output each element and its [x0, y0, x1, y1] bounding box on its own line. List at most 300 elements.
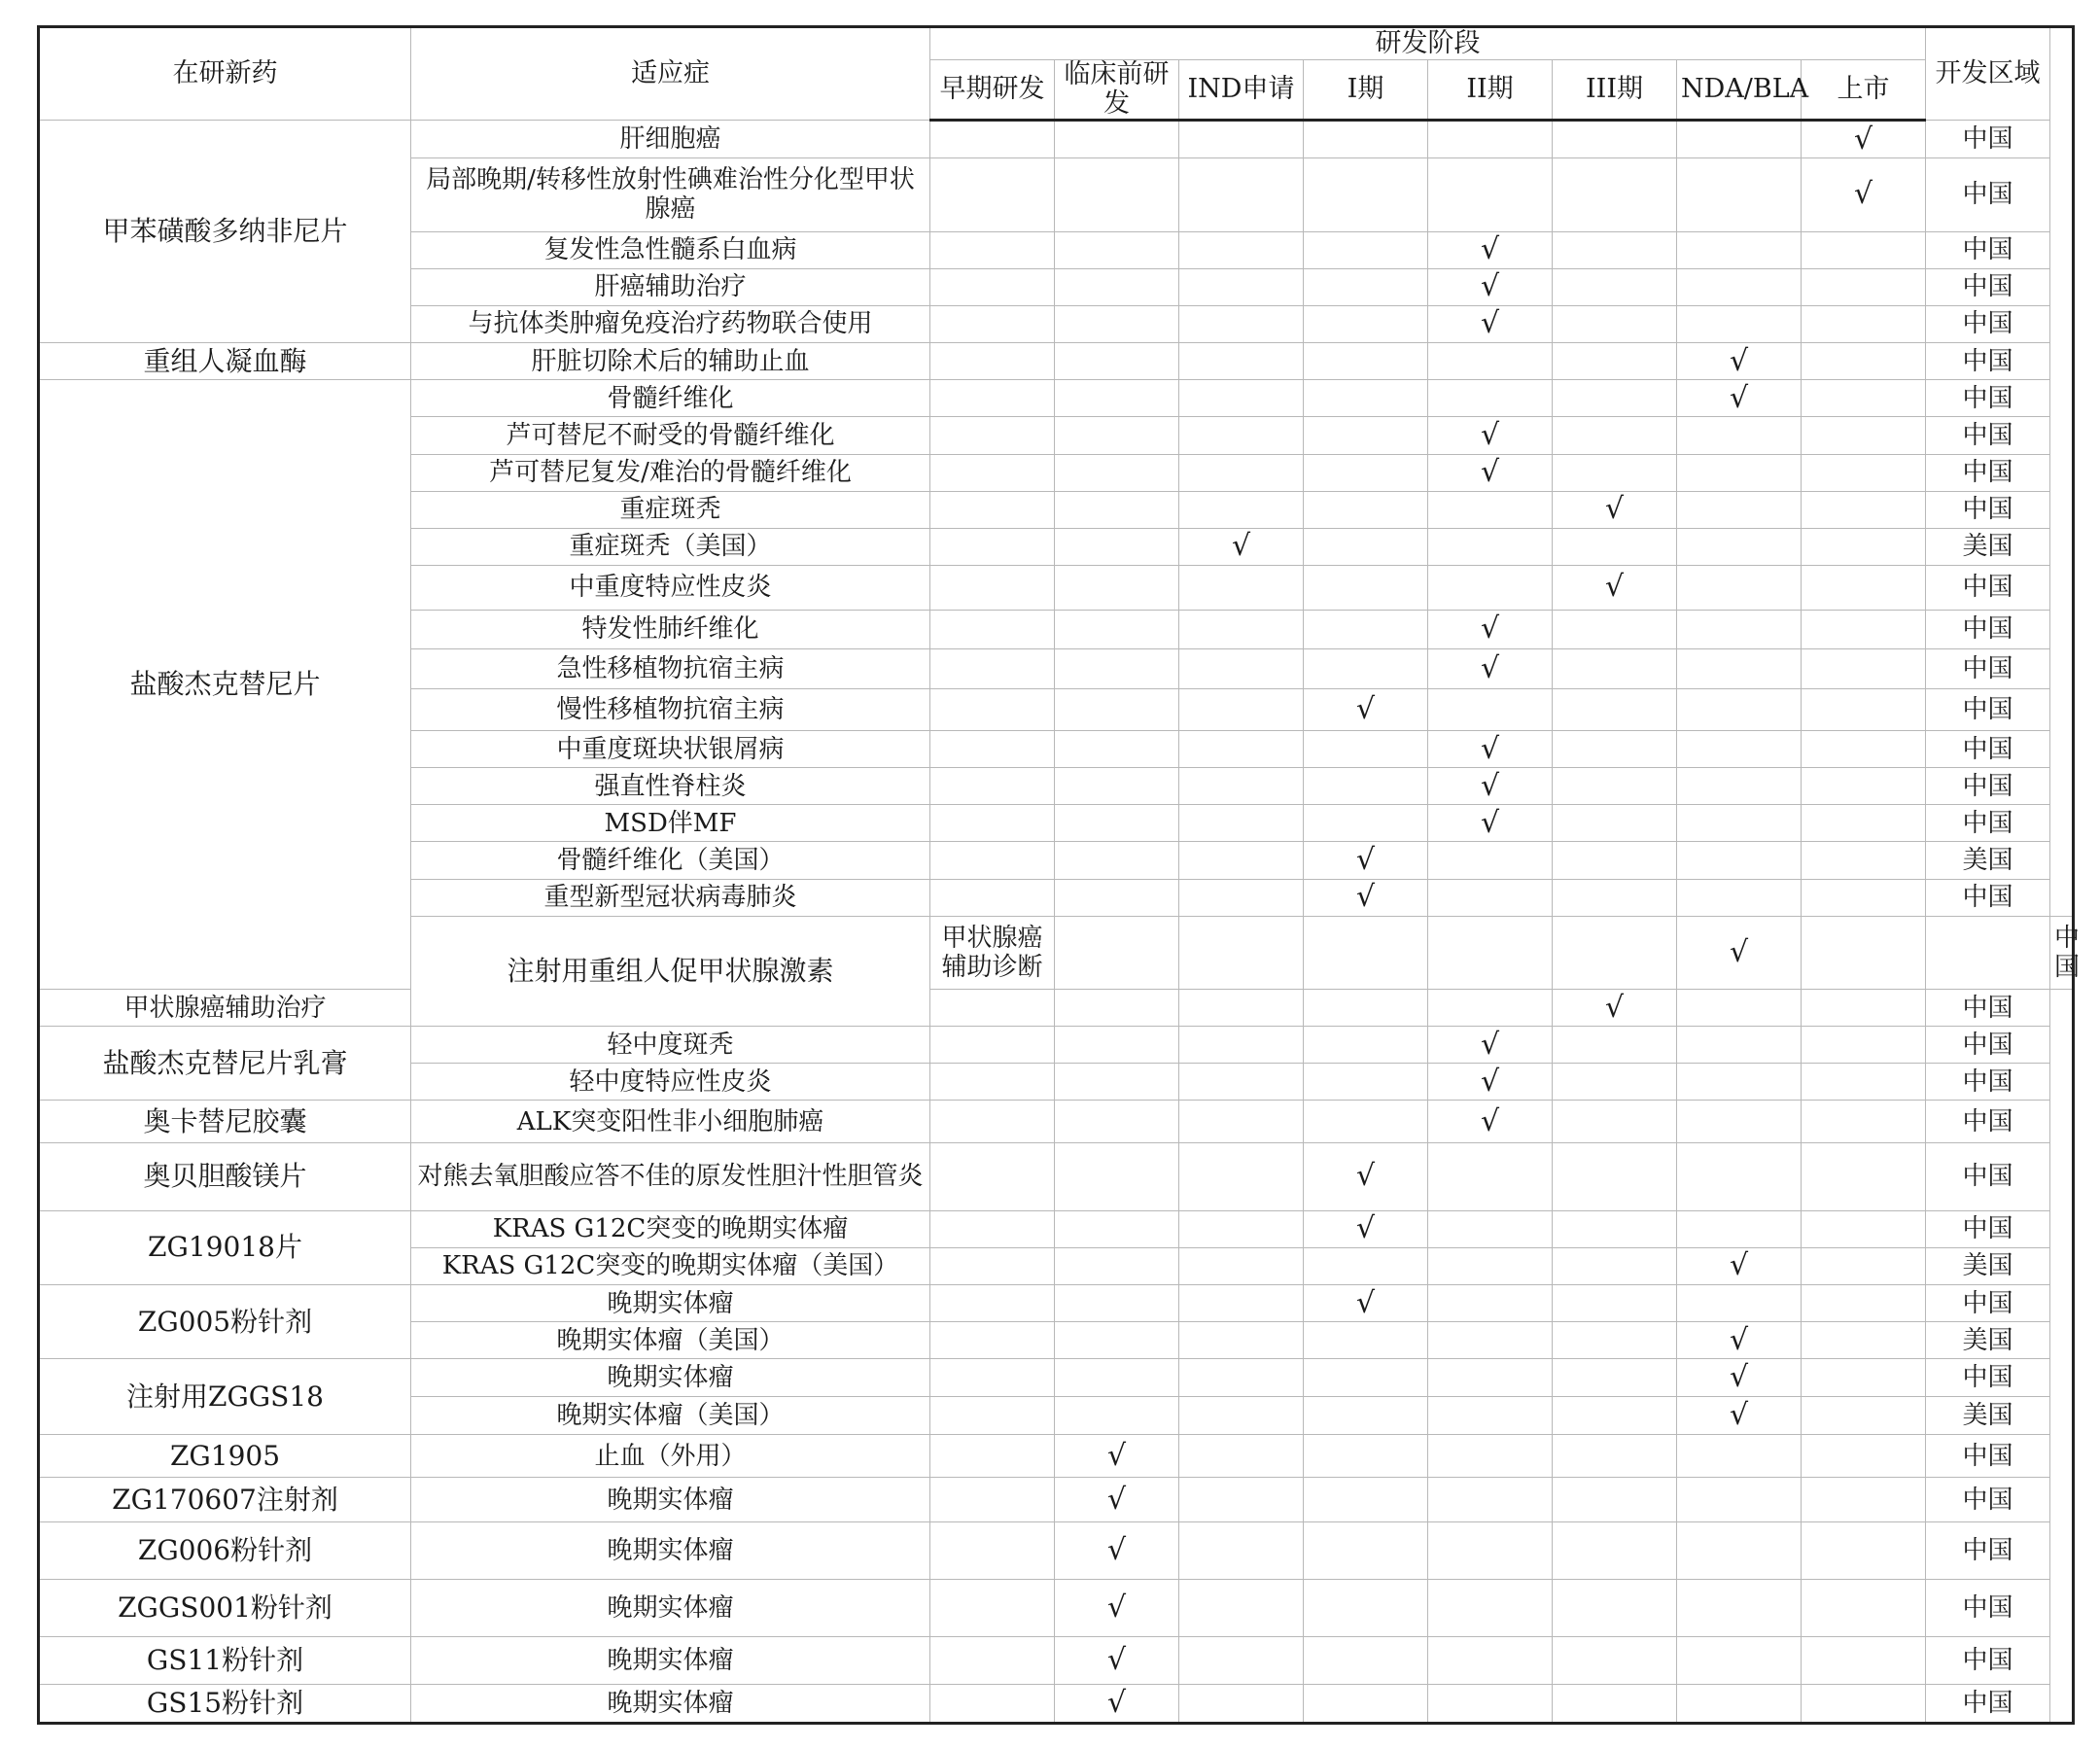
stage-cell	[1802, 1322, 1926, 1359]
region-cell: 中国	[2050, 916, 2074, 989]
stage-cell	[1926, 916, 2050, 989]
stage-check-mark: √	[1304, 1285, 1428, 1322]
stage-cell	[1802, 842, 1926, 879]
stage-cell	[1179, 842, 1304, 879]
stage-cell	[930, 1285, 1055, 1322]
stage-cell	[930, 1396, 1055, 1434]
stage-cell	[1055, 916, 1179, 989]
stage-cell	[1304, 1322, 1428, 1359]
stage-check-mark: √	[1677, 916, 1802, 989]
drug-name-cell: ZG1905	[39, 1435, 411, 1478]
header-stage: 早期研发	[930, 60, 1055, 121]
table-row	[39, 1685, 2074, 1724]
indication-cell: MSD伴MF	[411, 805, 930, 842]
stage-cell	[1304, 768, 1428, 805]
stage-cell	[1304, 1359, 1428, 1396]
stage-cell	[1553, 417, 1677, 454]
region-cell: 中国	[1926, 1435, 2050, 1478]
stage-cell	[930, 158, 1055, 231]
stage-check-mark: √	[1428, 268, 1553, 305]
stage-cell	[1055, 417, 1179, 454]
stage-check-mark: √	[1677, 380, 1802, 417]
stage-cell	[1802, 231, 1926, 268]
stage-cell	[1553, 649, 1677, 689]
stage-cell	[1428, 566, 1553, 611]
stage-cell	[1802, 989, 1926, 1026]
stage-cell	[930, 1521, 1055, 1579]
stage-cell	[1179, 1637, 1304, 1685]
stage-check-mark: √	[1304, 1142, 1428, 1210]
stage-cell	[1179, 491, 1304, 528]
stage-cell	[930, 1685, 1055, 1724]
stage-cell	[930, 380, 1055, 417]
stage-cell	[1304, 491, 1428, 528]
stage-cell	[1055, 121, 1179, 158]
stage-check-mark: √	[1055, 1478, 1179, 1522]
stage-cell	[1179, 1142, 1304, 1210]
stage-cell	[1179, 1064, 1304, 1101]
stage-cell	[1304, 916, 1428, 989]
stage-check-mark: √	[1055, 1637, 1179, 1685]
indication-cell: 特发性肺纤维化	[411, 610, 930, 649]
stage-cell	[1677, 158, 1802, 231]
stage-check-mark: √	[1677, 1247, 1802, 1284]
table-row	[39, 1210, 2074, 1247]
stage-cell	[1304, 1435, 1428, 1478]
stage-cell	[930, 1101, 1055, 1142]
stage-cell	[1553, 343, 1677, 380]
stage-cell	[930, 688, 1055, 730]
indication-cell: 芦可替尼不耐受的骨髓纤维化	[411, 417, 930, 454]
stage-cell	[930, 730, 1055, 767]
table-row	[39, 1359, 2074, 1396]
stage-check-mark: √	[1055, 1435, 1179, 1478]
stage-check-mark: √	[1802, 121, 1926, 158]
stage-cell	[1428, 1521, 1553, 1579]
region-cell: 中国	[1926, 566, 2050, 611]
stage-cell	[1055, 649, 1179, 689]
stage-cell	[1553, 1359, 1677, 1396]
stage-cell	[1677, 730, 1802, 767]
region-cell: 中国	[1926, 417, 2050, 454]
stage-cell	[1304, 649, 1428, 689]
region-cell: 中国	[1926, 1521, 2050, 1579]
stage-cell	[1179, 916, 1304, 989]
stage-cell	[1304, 1685, 1428, 1724]
region-cell: 中国	[1926, 1685, 2050, 1724]
stage-check-mark: √	[1428, 1064, 1553, 1101]
stage-cell	[1677, 842, 1802, 879]
stage-cell	[1055, 1101, 1179, 1142]
stage-cell	[1428, 158, 1553, 231]
pipeline-table-container	[37, 25, 2081, 1725]
stage-cell	[1428, 989, 1553, 1026]
drug-name-cell: 盐酸杰克替尼片乳膏	[39, 1027, 411, 1101]
stage-check-mark: √	[1428, 730, 1553, 767]
stage-cell	[1677, 805, 1802, 842]
stage-cell	[1304, 528, 1428, 565]
stage-cell	[1677, 491, 1802, 528]
stage-check-mark: √	[1428, 768, 1553, 805]
header-stage: 上市	[1802, 60, 1926, 121]
drug-name-cell: ZG19018片	[39, 1210, 411, 1284]
stage-cell	[1179, 768, 1304, 805]
stage-cell	[1179, 1521, 1304, 1579]
stage-cell	[930, 1478, 1055, 1522]
drug-name-cell: 甲苯磺酸多纳非尼片	[39, 121, 411, 343]
stage-cell	[1802, 649, 1926, 689]
stage-cell	[930, 1142, 1055, 1210]
region-cell: 中国	[1926, 768, 2050, 805]
stage-check-mark: √	[1553, 989, 1677, 1026]
stage-cell	[1428, 1142, 1553, 1210]
stage-cell	[1179, 1210, 1304, 1247]
stage-cell	[1055, 768, 1179, 805]
stage-cell	[1179, 454, 1304, 491]
table-row	[39, 121, 2074, 158]
stage-cell	[1677, 768, 1802, 805]
stage-cell	[1677, 879, 1802, 916]
drug-name-cell: 注射用重组人促甲状腺激素	[411, 916, 930, 1026]
stage-cell	[930, 528, 1055, 565]
stage-cell	[1304, 1064, 1428, 1101]
drug-name-cell: 盐酸杰克替尼片	[39, 380, 411, 990]
region-cell: 中国	[1926, 805, 2050, 842]
indication-cell: 晚期实体瘤（美国）	[411, 1322, 930, 1359]
region-cell: 中国	[1926, 380, 2050, 417]
stage-check-mark: √	[1428, 610, 1553, 649]
stage-cell	[1428, 1359, 1553, 1396]
region-cell: 中国	[1926, 1142, 2050, 1210]
stage-cell	[1802, 1580, 1926, 1637]
stage-cell	[930, 268, 1055, 305]
stage-cell	[1055, 491, 1179, 528]
region-cell: 中国	[1926, 1064, 2050, 1101]
region-cell: 中国	[1926, 688, 2050, 730]
stage-cell	[1553, 1478, 1677, 1522]
indication-cell: 肝细胞癌	[411, 121, 930, 158]
stage-cell	[1553, 1101, 1677, 1142]
stage-check-mark: √	[1428, 231, 1553, 268]
indication-cell: 骨髓纤维化	[411, 380, 930, 417]
indication-cell: KRAS G12C突变的晚期实体瘤（美国）	[411, 1247, 930, 1284]
stage-check-mark: √	[1428, 649, 1553, 689]
stage-cell	[1304, 1637, 1428, 1685]
stage-cell	[1802, 1435, 1926, 1478]
stage-cell	[1553, 805, 1677, 842]
stage-cell	[1428, 842, 1553, 879]
indication-cell: 肝癌辅助治疗	[411, 268, 930, 305]
stage-cell	[1304, 805, 1428, 842]
table-row	[39, 1580, 2074, 1637]
stage-cell	[1304, 1580, 1428, 1637]
indication-cell: 复发性急性髓系白血病	[411, 231, 930, 268]
stage-cell	[1055, 842, 1179, 879]
stage-cell	[1802, 1359, 1926, 1396]
indication-cell: KRAS G12C突变的晚期实体瘤	[411, 1210, 930, 1247]
stage-cell	[1179, 730, 1304, 767]
stage-cell	[1428, 121, 1553, 158]
region-cell: 中国	[1926, 121, 2050, 158]
stage-check-mark: √	[1304, 1210, 1428, 1247]
region-cell: 中国	[1926, 989, 2050, 1026]
stage-check-mark: √	[1677, 343, 1802, 380]
drug-name-cell: ZG005粉针剂	[39, 1285, 411, 1359]
stage-cell	[1179, 1027, 1304, 1064]
stage-cell	[1553, 1580, 1677, 1637]
indication-cell: 慢性移植物抗宿主病	[411, 688, 930, 730]
stage-cell	[1055, 454, 1179, 491]
stage-check-mark: √	[1304, 842, 1428, 879]
stage-cell	[1677, 1101, 1802, 1142]
stage-cell	[1304, 380, 1428, 417]
stage-cell	[1428, 491, 1553, 528]
indication-cell: 重症斑秃	[411, 491, 930, 528]
region-cell: 中国	[1926, 730, 2050, 767]
stage-cell	[930, 1435, 1055, 1478]
stage-cell	[1179, 1580, 1304, 1637]
stage-cell	[1553, 1247, 1677, 1284]
stage-cell	[1179, 417, 1304, 454]
region-cell: 中国	[1926, 879, 2050, 916]
stage-check-mark: √	[1677, 1359, 1802, 1396]
region-cell: 美国	[1926, 1396, 2050, 1434]
stage-cell	[1677, 1580, 1802, 1637]
stage-cell	[1304, 158, 1428, 231]
stage-cell	[1304, 1101, 1428, 1142]
stage-cell	[1179, 649, 1304, 689]
stage-cell	[1055, 879, 1179, 916]
indication-cell: 晚期实体瘤（美国）	[411, 1396, 930, 1434]
stage-cell	[1553, 1685, 1677, 1724]
region-cell: 中国	[1926, 158, 2050, 231]
stage-cell	[1802, 879, 1926, 916]
stage-cell	[1553, 1285, 1677, 1322]
stage-cell	[1304, 454, 1428, 491]
stage-cell	[1055, 730, 1179, 767]
stage-cell	[1179, 1247, 1304, 1284]
stage-check-mark: √	[1553, 491, 1677, 528]
drug-name-cell: 奥贝胆酸镁片	[39, 1142, 411, 1210]
stage-cell	[1055, 989, 1179, 1026]
stage-cell	[1677, 566, 1802, 611]
header-drug: 在研新药	[39, 27, 411, 121]
stage-cell	[930, 417, 1055, 454]
region-cell: 中国	[1926, 343, 2050, 380]
region-cell: 美国	[1926, 842, 2050, 879]
table-row	[39, 343, 2074, 380]
stage-cell	[1055, 566, 1179, 611]
stage-check-mark: √	[1428, 305, 1553, 342]
region-cell: 中国	[1926, 454, 2050, 491]
region-cell: 美国	[1926, 1322, 2050, 1359]
stage-cell	[1677, 989, 1802, 1026]
stage-check-mark: √	[1428, 417, 1553, 454]
stage-cell	[1428, 528, 1553, 565]
drug-name-cell: 注射用ZGGS18	[39, 1359, 411, 1435]
table-row	[39, 1521, 2074, 1579]
stage-cell	[1428, 688, 1553, 730]
stage-cell	[1428, 879, 1553, 916]
stage-cell	[1677, 1285, 1802, 1322]
table-row	[39, 1142, 2074, 1210]
indication-cell: 晚期实体瘤	[411, 1285, 930, 1322]
header-stage-group: 研发阶段	[930, 27, 1926, 60]
table-row	[39, 1101, 2074, 1142]
stage-cell	[1553, 916, 1677, 989]
drug-name-cell: ZG170607注射剂	[39, 1478, 411, 1522]
stage-cell	[930, 566, 1055, 611]
stage-check-mark: √	[1304, 688, 1428, 730]
stage-cell	[1304, 610, 1428, 649]
stage-cell	[1677, 121, 1802, 158]
stage-cell	[1304, 268, 1428, 305]
stage-cell	[1677, 1142, 1802, 1210]
stage-cell	[1055, 1210, 1179, 1247]
drug-name-cell: 奥卡替尼胶囊	[39, 1101, 411, 1142]
stage-cell	[1304, 417, 1428, 454]
stage-cell	[930, 121, 1055, 158]
stage-cell	[1304, 989, 1428, 1026]
stage-cell	[1677, 688, 1802, 730]
stage-cell	[1304, 1478, 1428, 1522]
header-stage: IND申请	[1179, 60, 1304, 121]
region-cell: 中国	[1926, 1027, 2050, 1064]
stage-cell	[1179, 1435, 1304, 1478]
stage-cell	[1802, 268, 1926, 305]
indication-cell: 重症斑秃（美国）	[411, 528, 930, 565]
indication-cell: 局部晚期/转移性放射性碘难治性分化型甲状腺癌	[411, 158, 930, 231]
indication-cell: 轻中度特应性皮炎	[411, 1064, 930, 1101]
stage-cell	[1802, 343, 1926, 380]
indication-cell: 止血（外用）	[411, 1435, 930, 1478]
table-row	[39, 989, 2074, 1026]
stage-cell	[1553, 688, 1677, 730]
stage-cell	[1304, 343, 1428, 380]
stage-cell	[1802, 305, 1926, 342]
stage-cell	[1553, 1637, 1677, 1685]
header-indication: 适应症	[411, 27, 930, 121]
stage-cell	[1677, 1064, 1802, 1101]
region-cell: 中国	[1926, 1580, 2050, 1637]
stage-cell	[1553, 454, 1677, 491]
stage-cell	[930, 343, 1055, 380]
stage-cell	[1179, 566, 1304, 611]
indication-cell: 晚期实体瘤	[411, 1637, 930, 1685]
indication-cell: 晚期实体瘤	[411, 1580, 930, 1637]
stage-cell	[930, 1359, 1055, 1396]
stage-cell	[930, 454, 1055, 491]
indication-cell: 骨髓纤维化（美国）	[411, 842, 930, 879]
stage-cell	[1179, 1285, 1304, 1322]
stage-check-mark: √	[1802, 158, 1926, 231]
stage-check-mark: √	[1304, 879, 1428, 916]
table-header	[39, 27, 2074, 121]
stage-cell	[1553, 380, 1677, 417]
stage-cell	[1055, 1396, 1179, 1434]
stage-cell	[1553, 268, 1677, 305]
stage-cell	[930, 842, 1055, 879]
stage-cell	[1055, 805, 1179, 842]
stage-cell	[1802, 566, 1926, 611]
stage-cell	[1677, 1521, 1802, 1579]
stage-cell	[1055, 688, 1179, 730]
stage-cell	[1802, 1247, 1926, 1284]
stage-cell	[1802, 768, 1926, 805]
stage-cell	[930, 305, 1055, 342]
stage-cell	[1428, 343, 1553, 380]
stage-cell	[1179, 1478, 1304, 1522]
stage-cell	[1677, 305, 1802, 342]
stage-check-mark: √	[1179, 528, 1304, 565]
drug-name-cell: GS15粉针剂	[39, 1685, 411, 1724]
table-row	[39, 1285, 2074, 1322]
region-cell: 中国	[1926, 1285, 2050, 1322]
stage-cell	[1428, 1247, 1553, 1284]
stage-cell	[1179, 805, 1304, 842]
stage-cell	[1553, 1396, 1677, 1434]
stage-cell	[1553, 768, 1677, 805]
drug-name-cell: GS11粉针剂	[39, 1637, 411, 1685]
stage-cell	[1802, 1210, 1926, 1247]
stage-cell	[1179, 610, 1304, 649]
region-cell: 中国	[1926, 610, 2050, 649]
stage-cell	[1802, 1521, 1926, 1579]
stage-cell	[1802, 688, 1926, 730]
indication-cell: 甲状腺癌辅助治疗	[39, 989, 411, 1026]
stage-cell	[930, 1580, 1055, 1637]
stage-cell	[1677, 417, 1802, 454]
stage-cell	[1553, 879, 1677, 916]
stage-cell	[930, 1322, 1055, 1359]
stage-cell	[1677, 1435, 1802, 1478]
stage-cell	[1304, 121, 1428, 158]
stage-cell	[1677, 1478, 1802, 1522]
drug-name-cell: 重组人凝血酶	[39, 343, 411, 380]
stage-cell	[1802, 1027, 1926, 1064]
stage-cell	[930, 1210, 1055, 1247]
stage-cell	[1179, 380, 1304, 417]
stage-cell	[1677, 610, 1802, 649]
indication-cell: 甲状腺癌辅助诊断	[930, 916, 1055, 989]
stage-cell	[1179, 1322, 1304, 1359]
stage-cell	[1055, 268, 1179, 305]
stage-cell	[930, 231, 1055, 268]
stage-cell	[1055, 1247, 1179, 1284]
pipeline-table	[37, 25, 2081, 1725]
header-stage: I期	[1304, 60, 1428, 121]
stage-cell	[1428, 1322, 1553, 1359]
stage-cell	[1055, 158, 1179, 231]
region-cell: 美国	[1926, 1247, 2050, 1284]
stage-cell	[1802, 1285, 1926, 1322]
stage-cell	[1553, 305, 1677, 342]
drug-name-cell: ZGGS001粉针剂	[39, 1580, 411, 1637]
stage-cell	[1677, 268, 1802, 305]
stage-cell	[1802, 1142, 1926, 1210]
stage-check-mark: √	[1428, 805, 1553, 842]
stage-cell	[1428, 916, 1553, 989]
stage-cell	[1179, 231, 1304, 268]
stage-cell	[1553, 121, 1677, 158]
indication-cell: 中重度斑块状银屑病	[411, 730, 930, 767]
stage-cell	[1055, 1027, 1179, 1064]
stage-cell	[1179, 1101, 1304, 1142]
stage-cell	[1179, 343, 1304, 380]
stage-cell	[1179, 268, 1304, 305]
stage-cell	[1553, 231, 1677, 268]
stage-cell	[1304, 231, 1428, 268]
